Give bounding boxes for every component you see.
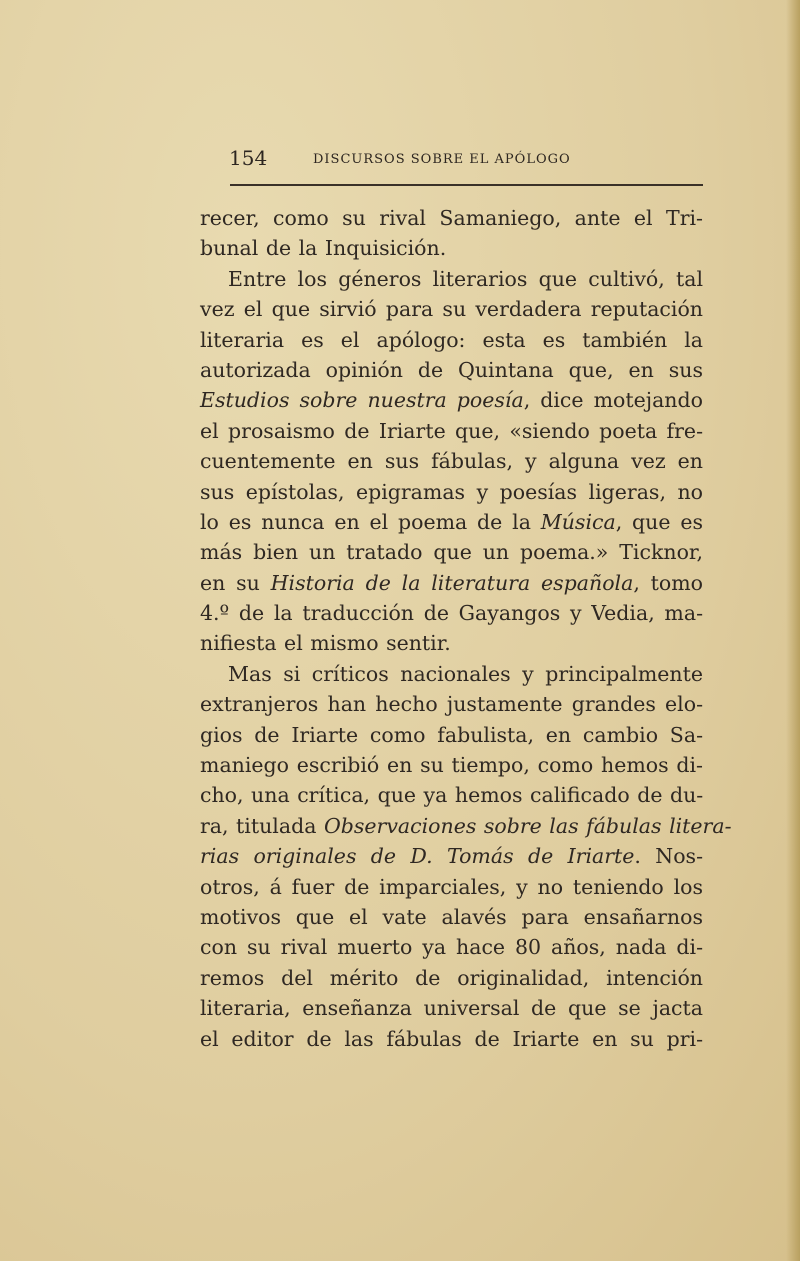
text-segment: autorizada opinión de Quintana que, en sus — [200, 357, 703, 382]
text-segment: más bien un tratado que un poema.» Ticknor, — [200, 540, 703, 565]
text-line — [200, 963, 703, 993]
page-edge-shadow — [786, 0, 800, 1261]
text-segment: otros, á fuer de imparciales, y no teniendo los — [200, 874, 703, 899]
text-segment: recer, como su rival Samaniego, ante el Tri- — [200, 206, 703, 230]
text-line — [200, 385, 703, 415]
text-line — [200, 841, 703, 871]
page-number: 154 — [229, 146, 268, 170]
text-line — [200, 416, 703, 446]
text-segment: remos del mérito de originalidad, intención — [200, 965, 703, 990]
text-segment: vez el que sirvió para su verdadera reputación — [200, 297, 703, 322]
italic-title-text: Música — [540, 509, 616, 534]
text-line — [200, 568, 703, 598]
italic-title-text: Estudios sobre nuestra poesía — [200, 388, 524, 413]
text-segment: el editor de las fábulas de Iriarte en su pri- — [200, 1026, 703, 1051]
text-line — [200, 689, 703, 719]
text-line — [200, 872, 703, 902]
text-line — [200, 325, 703, 355]
text-line — [200, 932, 703, 962]
text-segment: motivos que el vate alavés para ensañarnos — [200, 904, 703, 929]
text-line — [200, 477, 703, 507]
text-line — [200, 628, 703, 658]
text-line — [200, 264, 703, 294]
text-segment: en su — [200, 570, 271, 595]
text-line — [200, 659, 703, 689]
text-segment: literaria, enseñanza universal de que se jacta — [200, 996, 703, 1021]
text-segment: Entre los géneros literarios que cultivó, tal — [228, 266, 703, 291]
text-line — [200, 507, 703, 537]
body-text — [200, 203, 732, 1054]
text-line — [200, 355, 703, 385]
text-line — [200, 233, 703, 263]
text-line — [200, 1024, 703, 1054]
text-line — [200, 780, 703, 810]
running-title: DISCURSOS SOBRE EL APÓLOGO — [313, 152, 571, 167]
text-segment: maniego escribió en su tiempo, como hemos di- — [200, 753, 703, 778]
text-segment: con su rival muerto ya hace 80 años, nada di- — [200, 935, 703, 960]
text-line — [200, 902, 703, 932]
text-line — [200, 203, 703, 233]
text-segment: cho, una crítica, que ya hemos calificado de du- — [200, 783, 704, 808]
text-segment: 4.º de la traducción de Gayangos y Vedia, ma- — [200, 601, 703, 626]
text-line — [200, 446, 703, 476]
page-header — [229, 146, 703, 176]
text-line — [200, 811, 732, 841]
text-segment: literaria es el apólogo: esta es también la — [200, 327, 703, 352]
text-line — [200, 537, 703, 567]
italic-title-text: rias originales de D. Tomás de Iriarte — [200, 844, 635, 869]
text-segment: el prosaismo de Iriarte que, «siendo poeta fre- — [200, 418, 703, 443]
text-segment: gios de Iriarte como fabulista, en cambio Sa- — [200, 722, 703, 747]
text-segment: ra, titulada — [200, 813, 324, 838]
text-segment: cuentemente en sus fábulas, y alguna vez en — [200, 449, 703, 474]
text-segment: Mas si críticos nacionales y principalmente — [228, 661, 703, 686]
text-segment: . Nos- — [634, 844, 704, 869]
text-segment: nifiesta el mismo sentir. — [200, 631, 451, 656]
header-rule — [230, 184, 703, 186]
text-line — [200, 750, 703, 780]
text-line — [200, 294, 703, 324]
text-segment: lo es nunca en el poema de la — [200, 509, 541, 534]
text-segment: bunal de la Inquisición. — [200, 236, 447, 261]
text-segment: sus epístolas, epigramas y poesías ligeras, no — [200, 479, 703, 504]
italic-title-text: Observaciones sobre las fábulas litera- — [323, 813, 732, 838]
text-segment: extranjeros han hecho justamente grandes elo- — [200, 692, 703, 717]
text-segment: , que es — [615, 509, 703, 534]
text-segment: , tomo — [633, 570, 703, 595]
text-line — [200, 720, 703, 750]
text-line — [200, 598, 703, 628]
text-line — [200, 993, 703, 1023]
text-segment: , dice motejando — [523, 388, 703, 413]
italic-title-text: Historia de la literatura española — [270, 570, 634, 595]
